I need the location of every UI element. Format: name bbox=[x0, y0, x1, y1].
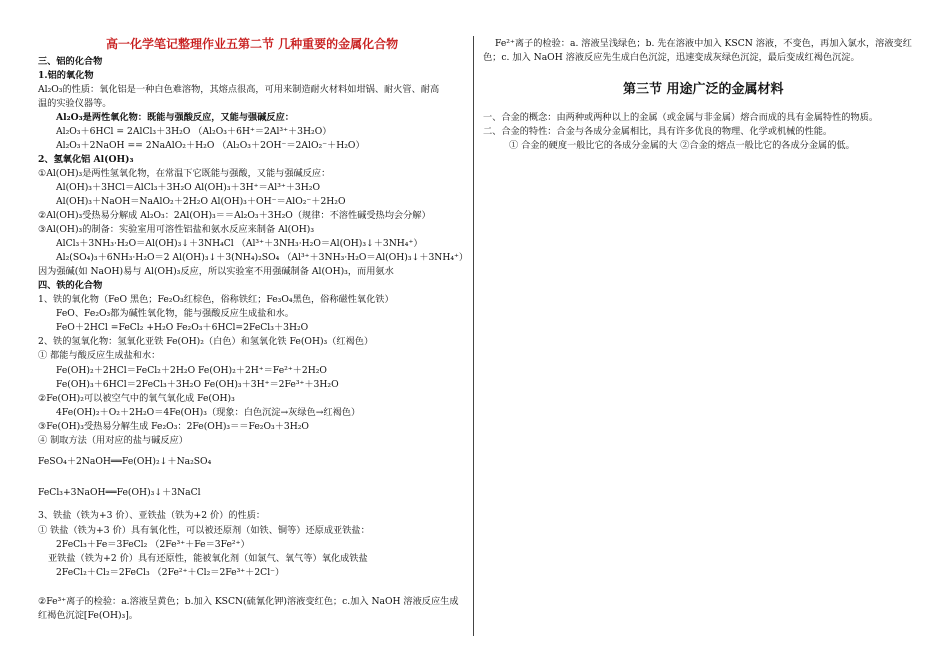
column-divider bbox=[473, 36, 474, 636]
left-text-line: 三、铝的化合物 bbox=[38, 56, 103, 67]
right-text-line: 色；c. 加入 NaOH 溶液反应先生成白色沉淀，迅速变成灰绿色沉淀，最后变成红褐色沉淀。 bbox=[483, 52, 860, 63]
left-text-line: ① 铁盐（铁为+3 价）具有氧化性，可以被还原剂（如铁、铜等）还原成亚铁盐： bbox=[38, 525, 370, 536]
left-text-line: Fe(OH)₃＋6HCl＝2FeCl₃＋3H₂O Fe(OH)₃＋3H⁺＝2Fe³⁺＋3H₂O bbox=[56, 379, 339, 390]
left-text-line: 2FeCl₂＋Cl₂＝2FeCl₃ （2Fe²⁺＋Cl₂＝2Fe³⁺＋2Cl⁻） bbox=[56, 567, 285, 578]
left-text-line: ③Fe(OH)₃受热易分解生成 Fe₂O₃：2Fe(OH)₃＝＝Fe₂O₃＋3H₂O bbox=[38, 421, 309, 432]
left-text-line: 红褐色沉淀[Fe(OH)₃]。 bbox=[38, 610, 138, 621]
left-text-line: Al₂(SO₄)₃＋6NH₃·H₂O＝2 Al(OH)₃↓＋3(NH₄)₂SO₄ （Al³⁺＋3NH₃·H₂O＝Al(OH)₃↓＋3NH₄⁺） bbox=[56, 252, 469, 263]
left-text-line: FeO、Fe₂O₃都为碱性氧化物，能与强酸反应生成盐和水。 bbox=[56, 308, 294, 319]
right-text-line: ① 合金的硬度一般比它的各成分金属的大 ②合金的熔点一般比它的各成分金属的低。 bbox=[509, 140, 855, 151]
left-text-line: ① 都能与酸反应生成盐和水： bbox=[38, 350, 161, 361]
left-text-line: 2、氢氧化铝 Al(OH)₃ bbox=[38, 154, 134, 165]
left-text-line: AlCl₃＋3NH₃·H₂O＝Al(OH)₃↓＋3NH₄Cl （Al³⁺＋3NH₃·H₂O＝Al(OH)₃↓＋3NH₄⁺） bbox=[56, 238, 423, 249]
left-text-line: FeCl₃+3NaOH══Fe(OH)₃↓＋3NaCl bbox=[38, 487, 201, 498]
right-text-line: 一、合金的概念：由两种或两种以上的金属（或金属与非金属）熔合而成的具有金属特性的物质。 bbox=[483, 112, 879, 123]
left-text-line: 因为强碱(如 NaOH)易与 Al(OH)₃反应，所以实验室不用强碱制备 Al(OH)₃，而用氨水 bbox=[38, 266, 394, 277]
left-text-line: ①Al(OH)₃是两性氢氧化物，在常温下它既能与强酸，又能与强碱反应： bbox=[38, 168, 331, 179]
left-text-line: Al₂O₃是两性氧化物：既能与强酸反应，又能与强碱反应： bbox=[56, 112, 294, 123]
left-text-line: ③Al(OH)₃的制备：实验室用可溶性铝盐和氨水反应来制备 Al(OH)₃ bbox=[38, 224, 315, 235]
left-text-line: ④ 制取方法（用对应的盐与碱反应） bbox=[38, 435, 188, 446]
left-text-line: FeSO₄＋2NaOH══Fe(OH)₂↓＋Na₂SO₄ bbox=[38, 456, 212, 467]
left-text-line: FeO＋2HCl =FeCl₂ +H₂O Fe₂O₃＋6HCl=2FeCl₃＋3H₂O bbox=[56, 322, 309, 333]
left-text-line: Al₂O₃＋6HCl = 2AlCl₃＋3H₂O （Al₂O₃＋6H⁺＝2Al³⁺＋3H₂O） bbox=[56, 126, 332, 137]
right-text-line: Fe²⁺离子的检验：a. 溶液呈浅绿色；b. 先在溶液中加入 KSCN 溶液，不变色，再加入氯水，溶液变红 bbox=[495, 38, 912, 49]
right-text-line: 二、合金的特性：合金与各成分金属相比，具有许多优良的物理、化学或机械的性能。 bbox=[483, 126, 833, 137]
left-text-line: 2FeCl₃＋Fe＝3FeCl₂ （2Fe³⁺＋Fe＝3Fe²⁺） bbox=[56, 539, 250, 550]
left-text-line: Fe(OH)₂＋2HCl＝FeCl₂＋2H₂O Fe(OH)₂＋2H⁺＝Fe²⁺＋2H₂O bbox=[56, 365, 327, 376]
left-text-line: 四、铁的化合物 bbox=[38, 280, 103, 291]
left-text-line: ②Al(OH)₃受热易分解成 Al₂O₃：2Al(OH)₃＝＝Al₂O₃＋3H₂O（规律：不溶性碱受热均会分解） bbox=[38, 210, 431, 221]
left-text-line: 1、铁的氧化物（FeO 黑色；Fe₂O₃红棕色，俗称铁红；Fe₃O₄黑色，俗称磁性氧化铁） bbox=[38, 294, 394, 305]
left-text-line: ②Fe³⁺离子的检验：a.溶液呈黄色；b.加入 KSCN(硫氰化钾)溶液变红色；c.加入 NaOH 溶液反应生成 bbox=[38, 596, 459, 607]
left-text-line: Al₂O₃的性质：氧化铝是一种白色难溶物，其熔点很高，可用来制造耐火材料如坩锅、耐火管、耐高 bbox=[38, 84, 440, 95]
left-text-line: Al(OH)₃＋3HCl＝AlCl₃＋3H₂O Al(OH)₃＋3H⁺＝Al³⁺＋3H₂O bbox=[56, 182, 320, 193]
left-text-line: 高一化学笔记整理作业五第二节 几种重要的金属化合物 bbox=[106, 37, 399, 51]
left-text-line: 2、铁的氢氧化物：氢氧化亚铁 Fe(OH)₂（白色）和氢氧化铁 Fe(OH)₃（红褐色） bbox=[38, 336, 374, 347]
left-text-line: Al₂O₃＋2NaOH == 2NaAlO₂＋H₂O （Al₂O₃＋2OH⁻＝2AlO₂⁻＋H₂O） bbox=[56, 140, 365, 151]
left-text-line: Al(OH)₃＋NaOH＝NaAlO₂＋2H₂O Al(OH)₃＋OH⁻＝AlO₂⁻＋2H₂O bbox=[56, 196, 346, 207]
right-text-line: 第三节 用途广泛的金属材料 bbox=[623, 82, 784, 97]
left-text-line: 亚铁盐（铁为+2 价）具有还原性，能被氧化剂（如氯气、氧气等）氧化成铁盐 bbox=[48, 553, 368, 564]
left-text-line: 3、铁盐（铁为+3 价）、亚铁盐（铁为+2 价）的性质： bbox=[38, 510, 266, 521]
left-text-line: 温的实验仪器等。 bbox=[38, 98, 112, 109]
left-text-line: 1.铝的氧化物 bbox=[38, 70, 94, 81]
left-text-line: 4Fe(OH)₂＋O₂＋2H₂O＝4Fe(OH)₃（现象：白色沉淀→灰绿色→红褐色） bbox=[56, 407, 361, 418]
left-text-line: ②Fe(OH)₂可以被空气中的氧气氧化成 Fe(OH)₃ bbox=[38, 393, 235, 404]
